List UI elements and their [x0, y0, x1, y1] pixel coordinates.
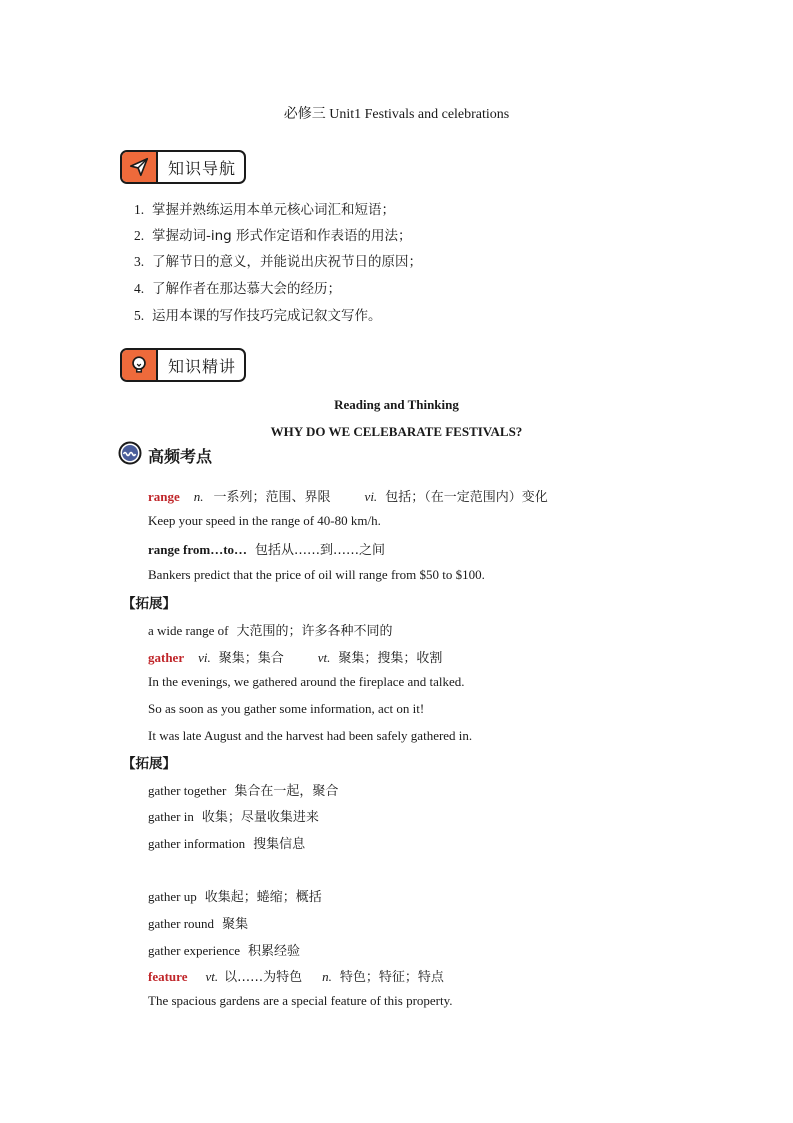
definition: 聚集；集合 — [218, 651, 284, 666]
definition: 包括；（在一定范围内）变化 — [385, 490, 548, 505]
example-sentence: Bankers predict that the price of oil will range from $50 to $100. — [148, 567, 485, 582]
example-sentence: Keep your speed in the range of 40-80 km/h. — [148, 513, 381, 528]
phrase-range-from-to: range from…to… 包括从……到……之间 — [148, 542, 386, 558]
example-sentence: So as soon as you gather some information, act on it! — [148, 701, 425, 716]
knowledge-lecture-banner — [120, 348, 246, 382]
example-sentence: The spacious gardens are a special feature of this property. — [148, 993, 453, 1008]
objective-item: 4. 了解作者在那达慕大会的经历； — [134, 281, 341, 297]
keyword: gather — [148, 650, 185, 665]
definition: 一系列；范围、界限 — [213, 490, 331, 505]
part-of-speech: vi. — [198, 650, 211, 665]
extension-phrase: gather experience 积累经验 — [148, 943, 301, 959]
extension-label: 【拓展】 — [122, 756, 176, 772]
objective-item: 3. 了解节日的意义，并能说出庆祝节日的原因； — [134, 254, 422, 270]
objective-item: 2. 掌握动词-ing 形式作定语和作表语的用法； — [134, 228, 412, 244]
entry-range — [148, 486, 548, 505]
entry-feature — [148, 966, 444, 985]
knowledge-nav-banner — [120, 150, 246, 184]
part-of-speech: n. — [322, 969, 332, 984]
example-sentence: In the evenings, we gathered around the fireplace and talked. — [148, 674, 465, 689]
extension-phrase: gather together 集合在一起，聚合 — [148, 783, 339, 799]
part-of-speech: n. — [193, 489, 204, 504]
keyword: feature — [148, 969, 188, 984]
extension-phrase: gather in 收集；尽量收集进来 — [148, 809, 319, 825]
page-title: 必修三 Unit1 Festivals and celebrations — [283, 107, 510, 122]
extension-phrase: gather up 收集起；蜷缩；概括 — [148, 889, 322, 905]
part-of-speech: vt. — [205, 969, 219, 984]
high-frequency-label: 高频考点 — [148, 447, 213, 466]
extension-phrase: a wide range of 大范围的；许多各种不同的 — [148, 623, 393, 639]
knowledge-nav-label: 知识导航 — [168, 158, 237, 178]
high-frequency-header — [118, 441, 212, 470]
definition: 以……为特色 — [224, 970, 303, 985]
part-of-speech: vt. — [317, 650, 331, 665]
objective-item: 5. 运用本课的写作技巧完成记叙文写作。 — [134, 308, 382, 324]
objective-item: 1. 掌握并熟练运用本单元核心词汇和短语； — [134, 202, 395, 218]
knowledge-lecture-label: 知识精讲 — [168, 356, 237, 376]
part-of-speech: vi. — [364, 489, 378, 504]
definition: 聚集；搜集；收割 — [338, 651, 443, 666]
section-subheading: WHY DO WE CELEBARATE FESTIVALS? — [270, 424, 523, 439]
extension-phrase: gather round 聚集 — [148, 916, 249, 932]
extension-label: 【拓展】 — [122, 596, 176, 612]
entry-gather — [148, 647, 442, 666]
definition: 特色；特征；特点 — [339, 970, 444, 985]
paper-plane-icon — [122, 152, 158, 182]
extension-phrase: gather information 搜集信息 — [148, 836, 306, 852]
example-sentence: It was late August and the harvest had been safely gathered in. — [148, 728, 473, 743]
section-heading: Reading and Thinking — [334, 397, 459, 412]
keyword: range — [148, 489, 180, 504]
lightbulb-icon — [122, 350, 158, 380]
wave-icon — [118, 441, 142, 470]
